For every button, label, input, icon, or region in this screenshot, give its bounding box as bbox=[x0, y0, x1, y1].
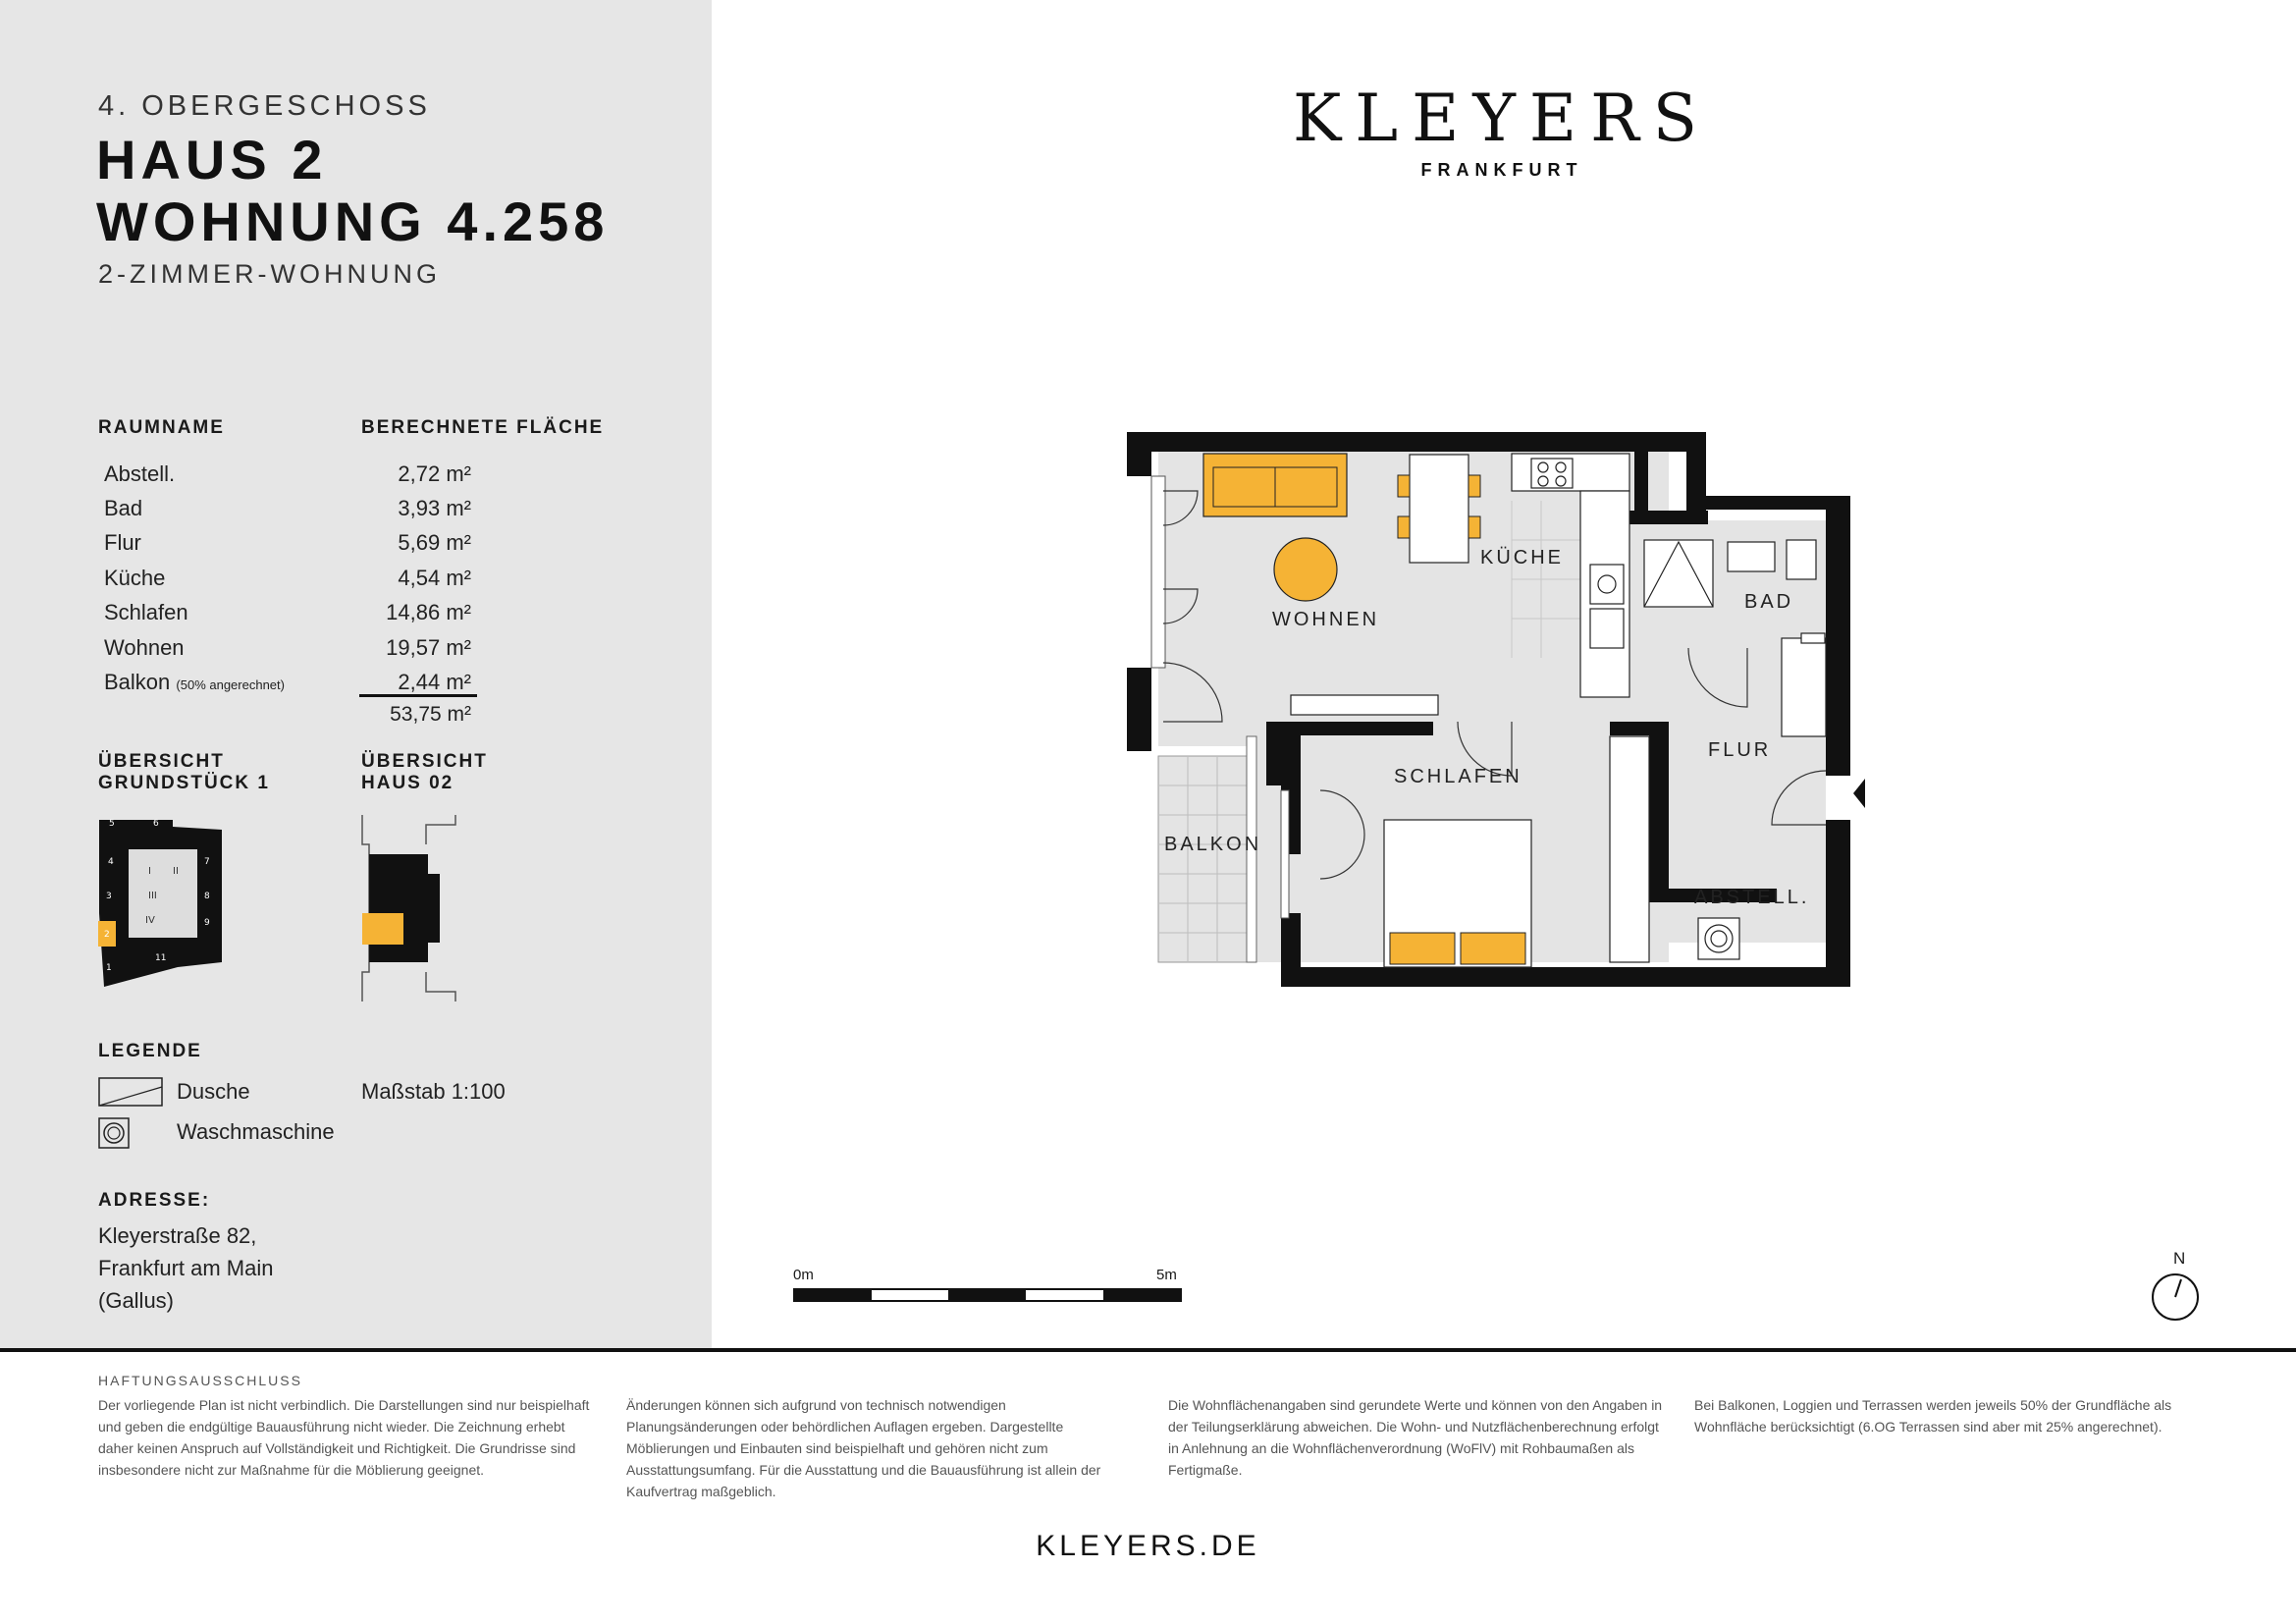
site-number: 6 bbox=[153, 819, 159, 829]
address-title: ADRESSE: bbox=[98, 1190, 211, 1211]
toilet bbox=[1787, 540, 1816, 579]
north-label: N bbox=[2173, 1249, 2186, 1268]
floor-label: 4. OBERGESCHOSS bbox=[98, 90, 431, 122]
brand-city: FRANKFURT bbox=[1420, 160, 1583, 180]
wardrobe bbox=[1610, 736, 1649, 962]
house-title: HAUS 2 bbox=[96, 129, 328, 190]
apartment-title: WOHNUNG 4.258 bbox=[96, 190, 610, 252]
room-area: 3,93 m² bbox=[398, 496, 471, 520]
sofa bbox=[1203, 454, 1347, 516]
disclaimer-col1: Der vorliegende Plan ist nicht verbindlich. Die Darstellungen sind nur beispielhaft und geben die endgültige Bauausführung nicht wieder. Die Zeichnung erhebt daher keinen Anspruch auf Vollständigkeit und Richtigkeit. Die Grundrisse sind insbesondere nicht zur Maßnahme für die Möblierung geeignet. bbox=[98, 1397, 590, 1478]
disclaimer-col2: Änderungen können sich aufgrund von technisch notwendigen Planungsänderungen oder behördlichen Auflagen ergeben. Dargestellte Möblierungen und Einbauten sind beispielhaft und gehören nicht zum Ausstattungsumfang. Für die Ausstattung und die Bauausführung ist allein der Kaufvertrag maßgeblich. bbox=[626, 1397, 1101, 1499]
room-name bbox=[104, 670, 285, 695]
site-number: 8 bbox=[204, 892, 210, 901]
room-name: Bad bbox=[104, 496, 143, 520]
house-overview-title: ÜBERSICHT HAUS 02 bbox=[361, 751, 488, 793]
entry-arrow bbox=[1853, 774, 1865, 813]
site-number: 11 bbox=[155, 953, 167, 963]
radiator-cabinet bbox=[1782, 638, 1826, 736]
legend-title: LEGENDE bbox=[98, 1041, 202, 1061]
balcony-floor bbox=[1158, 756, 1247, 962]
house-overview-map bbox=[357, 815, 465, 1001]
chair bbox=[1468, 475, 1480, 497]
site-number: 7 bbox=[204, 857, 210, 867]
total-rule bbox=[359, 694, 477, 697]
brand-logo bbox=[1247, 81, 1757, 181]
washbasin bbox=[1728, 542, 1775, 571]
room-name: Schlafen bbox=[104, 600, 188, 624]
chair bbox=[1398, 516, 1410, 538]
scale-bar bbox=[793, 1288, 1182, 1302]
room-area: 14,86 m² bbox=[386, 600, 471, 624]
scale-end: 5m bbox=[1156, 1267, 1177, 1283]
room-area: 2,44 m² bbox=[398, 670, 471, 694]
address-line: Frankfurt am Main bbox=[98, 1256, 274, 1280]
dining-table bbox=[1410, 455, 1468, 563]
address-line: (Gallus) bbox=[98, 1288, 175, 1313]
room-name: Küche bbox=[104, 566, 166, 590]
compass-icon bbox=[2150, 1272, 2201, 1323]
address-line: Kleyerstraße 82, bbox=[98, 1223, 257, 1248]
window-left bbox=[1151, 476, 1165, 668]
balkon-note: (50% angerechnet) bbox=[176, 677, 285, 692]
total-area: 53,75 m² bbox=[390, 703, 471, 726]
room-name: Flur bbox=[104, 530, 141, 555]
washing-machine bbox=[1698, 918, 1739, 959]
shower bbox=[1644, 540, 1713, 607]
label-wohnen: WOHNEN bbox=[1272, 609, 1380, 630]
site-number: 3 bbox=[106, 892, 112, 901]
room-name: Wohnen bbox=[104, 635, 185, 660]
room-name: Abstell. bbox=[104, 461, 176, 486]
site-overview-title: ÜBERSICHT GRUNDSTÜCK 1 bbox=[98, 751, 270, 793]
disclaimer-col3: Die Wohnflächenangaben sind gerundete Werte und können von den Angaben in der Teilungserklärung abweichen. Die Wohn- und Nutzflächenberechnung erfolgt in Anlehnung an die Wohnflächenverordnung (WoFlV) mit Rohbaumaßen als Fertigmaße. bbox=[1168, 1397, 1663, 1478]
shower-legend-icon bbox=[98, 1077, 163, 1107]
balcony-window bbox=[1281, 790, 1289, 918]
site-overview-map bbox=[94, 815, 232, 992]
label-balkon: BALKON bbox=[1164, 834, 1262, 855]
site-number: I bbox=[148, 866, 151, 877]
col-head-room: RAUMNAME bbox=[98, 417, 225, 438]
coffee-table bbox=[1274, 538, 1337, 601]
website-link[interactable]: KLEYERS.DE bbox=[1036, 1530, 1260, 1562]
site-number: IV bbox=[145, 915, 155, 926]
col-head-area: BERECHNETE FLÄCHE bbox=[361, 417, 605, 438]
chair bbox=[1468, 516, 1480, 538]
floor-plan bbox=[1119, 422, 1865, 992]
label-schlafen: SCHLAFEN bbox=[1394, 766, 1522, 787]
apartment-type: 2-ZIMMER-WOHNUNG bbox=[98, 259, 441, 289]
legend-washing-machine: Waschmaschine bbox=[177, 1119, 335, 1144]
label-flur: FLUR bbox=[1708, 739, 1772, 761]
footer-divider bbox=[0, 1348, 2296, 1352]
brand-name: KLEYERS bbox=[1293, 81, 1711, 156]
chair bbox=[1398, 475, 1410, 497]
label-kueche: KÜCHE bbox=[1480, 547, 1565, 568]
sideboard bbox=[1291, 695, 1438, 715]
site-number: 1 bbox=[106, 963, 112, 973]
legend-shower: Dusche bbox=[177, 1079, 250, 1104]
site-number: II bbox=[173, 866, 179, 877]
site-number: III bbox=[148, 891, 157, 901]
scale-label: Maßstab 1:100 bbox=[361, 1079, 506, 1104]
label-abstell: ABSTELL. bbox=[1694, 887, 1810, 908]
disclaimer-col4: Bei Balkonen, Loggien und Terrassen werden jeweils 50% der Grundfläche als Wohnfläche berücksichtigt (6.OG Terrassen sind aber mit 25% angerechnet). bbox=[1694, 1397, 2172, 1435]
room-area: 4,54 m² bbox=[398, 566, 471, 590]
scale-start: 0m bbox=[793, 1267, 814, 1283]
room-area: 19,57 m² bbox=[386, 635, 471, 660]
room-name-balkon: Balkon bbox=[104, 670, 171, 694]
label-bad: BAD bbox=[1744, 591, 1794, 613]
site-number: 2 bbox=[104, 930, 110, 940]
washing-machine-legend-icon bbox=[98, 1117, 130, 1149]
site-number: 9 bbox=[204, 918, 210, 928]
site-number: 5 bbox=[109, 819, 115, 829]
room-area: 2,72 m² bbox=[398, 461, 471, 486]
bed bbox=[1384, 820, 1531, 967]
site-number: 4 bbox=[108, 857, 114, 867]
room-area: 5,69 m² bbox=[398, 530, 471, 555]
disclaimer-title: HAFTUNGSAUSSCHLUSS bbox=[98, 1373, 302, 1388]
